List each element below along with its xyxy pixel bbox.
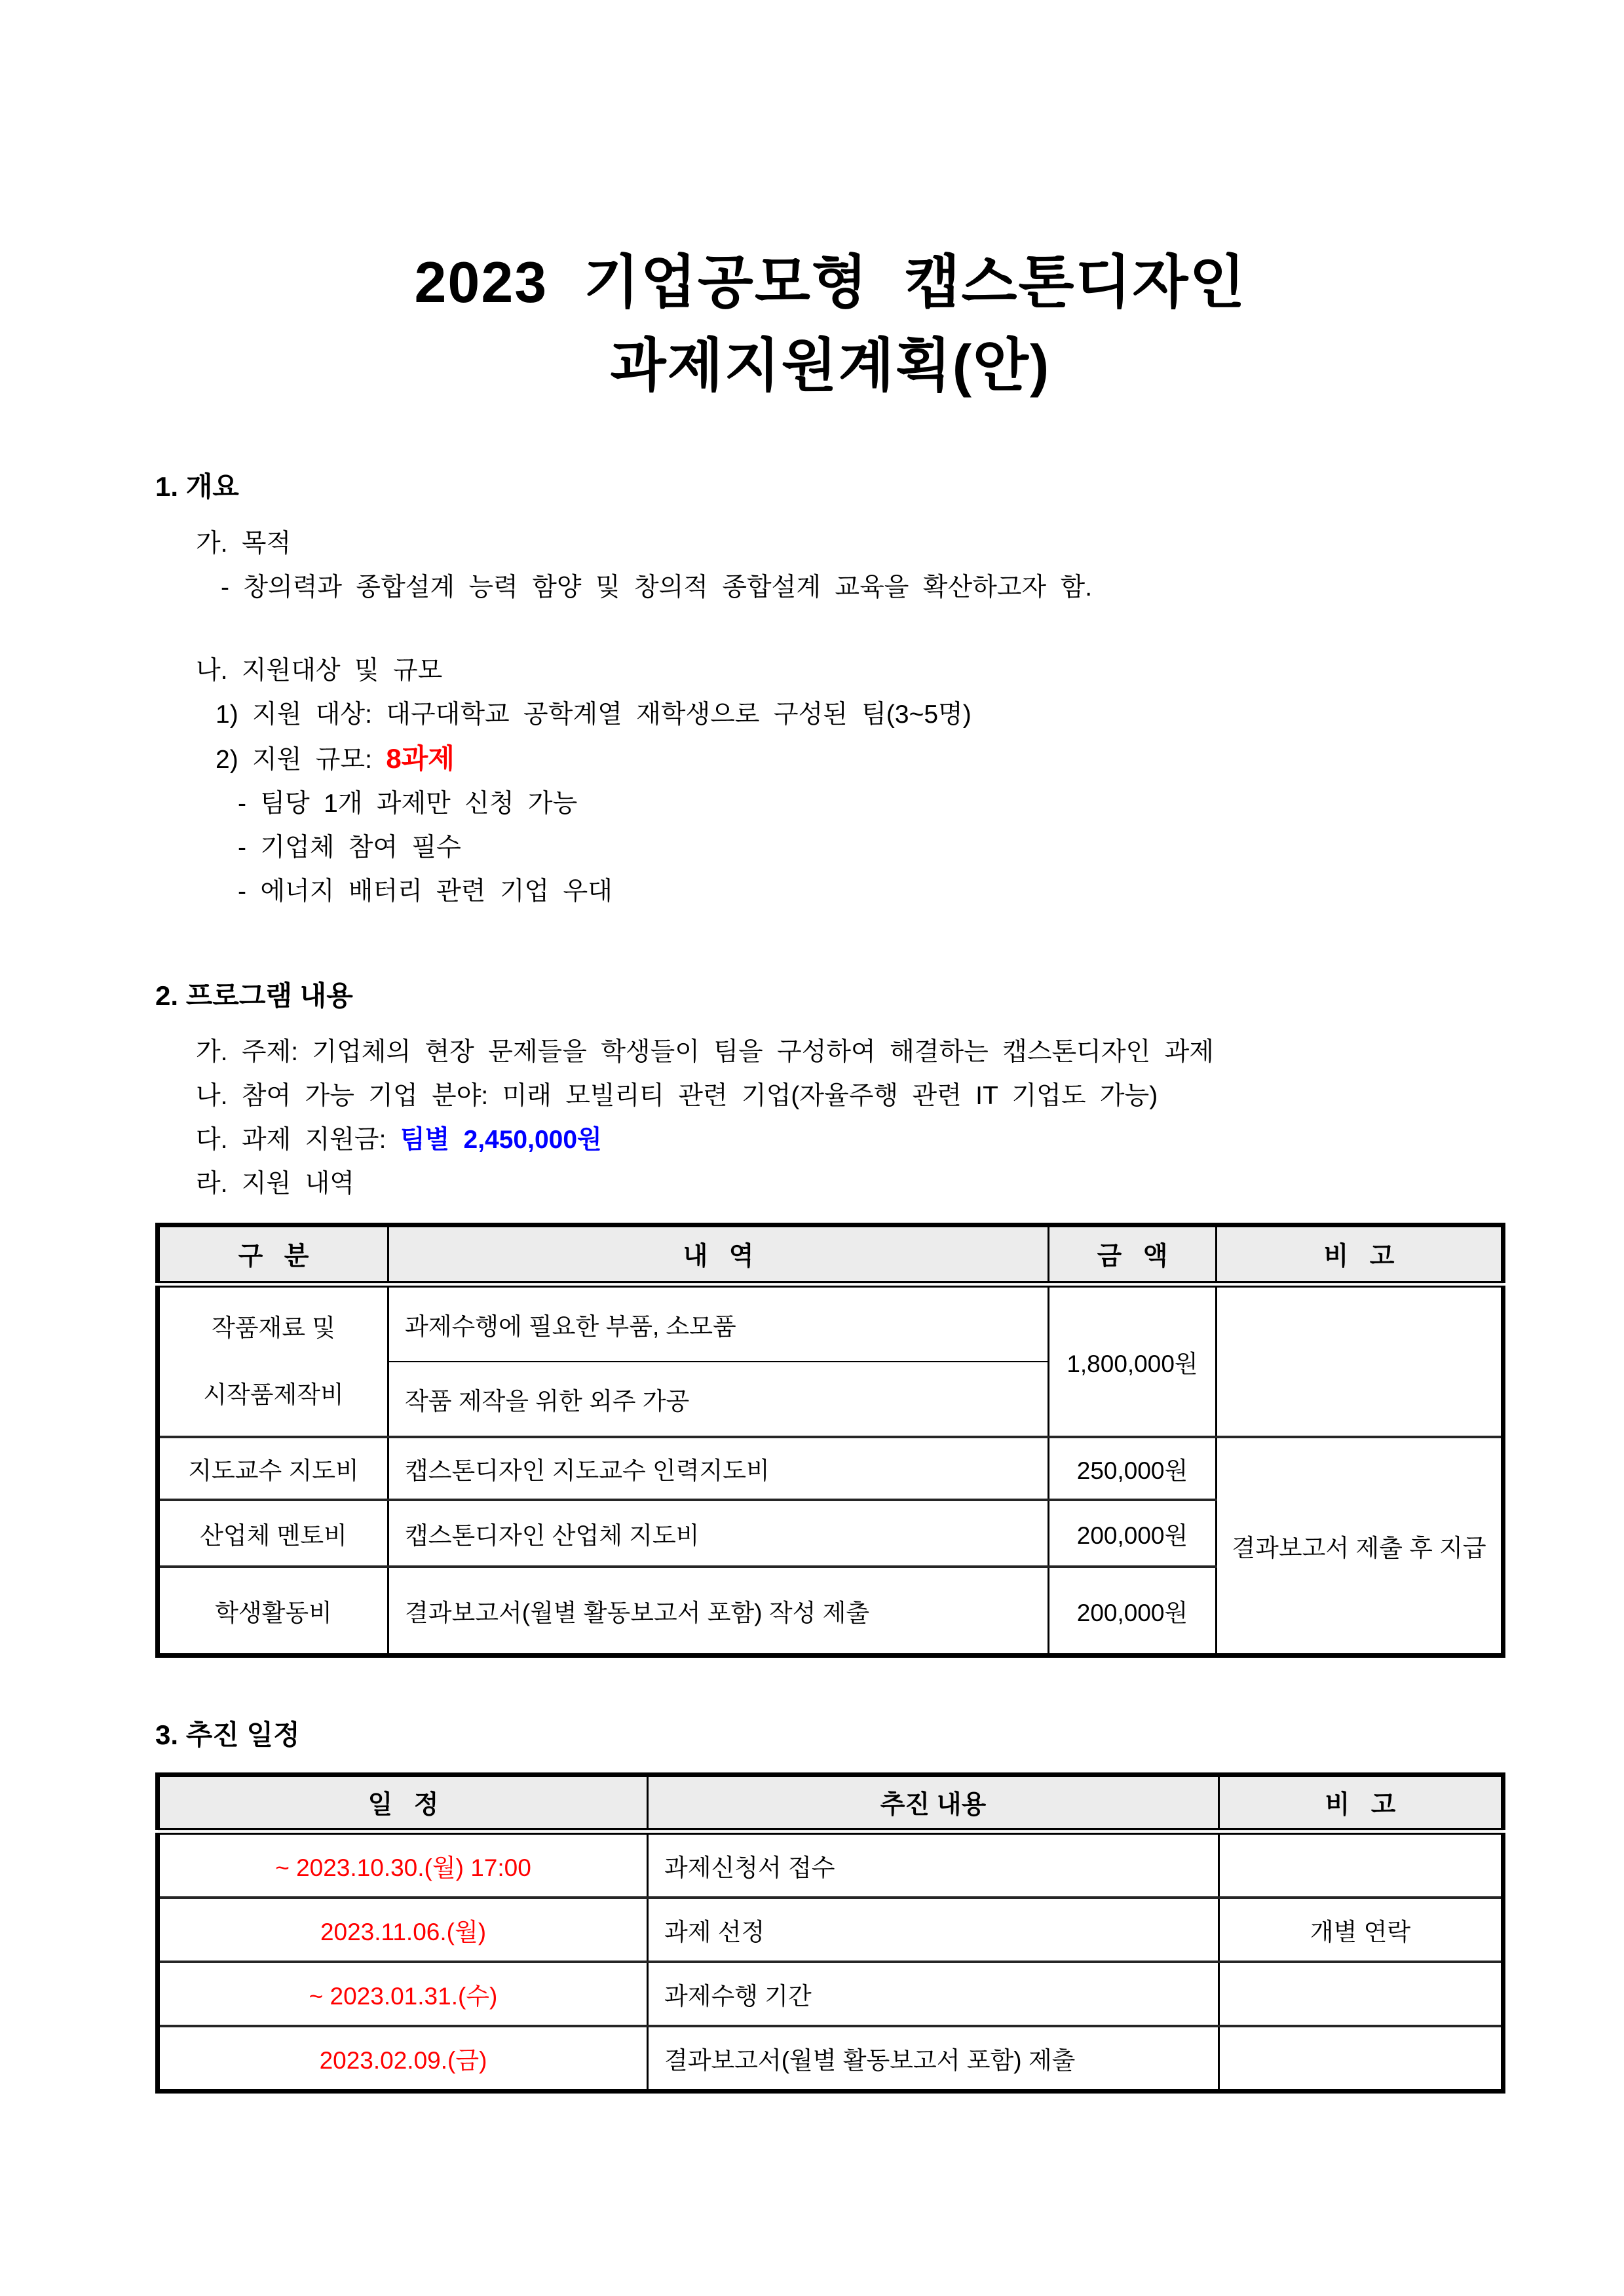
- schedule-content-1: 과제신청서 접수: [648, 1831, 1219, 1898]
- table-row: [158, 1831, 1503, 1898]
- schedule-table: [155, 1772, 1505, 2094]
- schedule-date-2: 2023.11.06.(월): [158, 1898, 648, 1962]
- table-row: [158, 1962, 1503, 2026]
- schedule-header-note: 비 고: [1219, 1774, 1503, 1831]
- overview-target-heading: 나. 지원대상 및 규모: [196, 656, 443, 685]
- schedule-content-2: 과제 선정: [648, 1898, 1219, 1962]
- support-category-materials: [158, 1284, 388, 1437]
- program-field-text: 나. 참여 가능 기업 분야: 미래 모빌리티 관련 기업(자율주행 관련 IT 기업도 가능): [196, 1082, 1158, 1111]
- support-amount-advisor: 250,000원: [1049, 1437, 1217, 1500]
- support-details-table: [155, 1223, 1505, 1658]
- support-category-materials-line1: 작품재료 및: [212, 1314, 335, 1342]
- table-row: [158, 2026, 1503, 2092]
- support-detail-advisor: 캡스톤디자인 지도교수 인력지도비: [388, 1437, 1049, 1500]
- support-payment-note: 결과보고서 제출 후 지급: [1217, 1437, 1503, 1656]
- support-detail-student: 결과보고서(월별 활동보고서 포함) 작성 제출: [388, 1567, 1049, 1656]
- overview-scale-prefix: 2) 지원 규모:: [216, 745, 387, 774]
- support-note-materials: [1217, 1284, 1503, 1437]
- schedule-header-date: 일 정: [158, 1774, 648, 1831]
- program-grant-prefix: 다. 과제 지원금:: [196, 1126, 400, 1155]
- schedule-note-4: [1219, 2026, 1503, 2092]
- table-row: [158, 1898, 1503, 1962]
- schedule-note-1: [1219, 1831, 1503, 1898]
- schedule-content-4: 결과보고서(월별 활동보고서 포함) 제출: [648, 2026, 1219, 2092]
- support-amount-materials: 1,800,000원: [1049, 1284, 1217, 1437]
- support-category-materials-line2: 시작품제작비: [203, 1381, 344, 1409]
- support-header-note: 비 고: [1217, 1225, 1503, 1285]
- program-detail-label: 라. 지원 내역: [196, 1170, 354, 1198]
- schedule-table-header-row: [158, 1774, 1503, 1831]
- support-amount-student: 200,000원: [1049, 1567, 1217, 1656]
- schedule-note-3: [1219, 1962, 1503, 2026]
- overview-scale-note-1: - 팀당 1개 과제만 신청 가능: [238, 789, 578, 818]
- table-row: [158, 1284, 1503, 1362]
- schedule-date-4: 2023.02.09.(금): [158, 2026, 648, 2092]
- support-table-header-row: [158, 1225, 1503, 1285]
- schedule-note-2: 개별 연락: [1219, 1898, 1503, 1962]
- schedule-content-3: 과제수행 기간: [648, 1962, 1219, 2026]
- section-schedule-heading: 3. 추진 일정: [155, 1719, 300, 1751]
- document-title-line2: 과제지원계획(안): [610, 332, 1051, 398]
- support-category-student: 학생활동비: [158, 1567, 388, 1656]
- schedule-date-1: ~ 2023.10.30.(월) 17:00: [158, 1831, 648, 1898]
- support-detail-parts: 과제수행에 필요한 부품, 소모품: [388, 1284, 1049, 1362]
- support-category-mentor: 산업체 멘토비: [158, 1500, 388, 1567]
- table-row: [158, 1437, 1503, 1500]
- support-category-advisor: 지도교수 지도비: [158, 1437, 388, 1500]
- program-grant-value: 팀별 2,450,000원: [400, 1126, 602, 1155]
- program-topic-text: 가. 주제: 기업체의 현장 문제들을 학생들이 팀을 구성하여 해결하는 캡스톤디자인 과제: [196, 1038, 1214, 1067]
- section-overview-heading: 1. 개요: [155, 471, 239, 503]
- support-detail-outsourcing: 작품 제작을 위한 외주 가공: [388, 1362, 1049, 1437]
- overview-purpose-label: 가. 목적: [196, 529, 292, 558]
- overview-scale-value: 8과제: [386, 742, 455, 774]
- overview-target-text: 1) 지원 대상: 대구대학교 공학계열 재학생으로 구성된 팀(3~5명): [216, 700, 972, 729]
- overview-purpose-text: - 창의력과 종합설계 능력 함양 및 창의적 종합설계 교육을 확산하고자 함.: [221, 573, 1093, 602]
- support-header-detail: 내 역: [388, 1225, 1049, 1285]
- overview-scale-note-3: - 에너지 배터리 관련 기업 우대: [238, 877, 613, 906]
- support-header-category: 구 분: [158, 1225, 388, 1285]
- document-title-line1: 2023 기업공모형 캡스톤디자인: [414, 250, 1247, 315]
- schedule-date-3: ~ 2023.01.31.(수): [158, 1962, 648, 2026]
- support-amount-mentor: 200,000원: [1049, 1500, 1217, 1567]
- document-title: [155, 241, 1505, 407]
- section-program-heading: 2. 프로그램 내용: [155, 980, 353, 1011]
- support-header-amount: 금 액: [1049, 1225, 1217, 1285]
- schedule-header-content: 추진 내용: [648, 1774, 1219, 1831]
- overview-scale-line: [155, 737, 1505, 782]
- support-detail-mentor: 캡스톤디자인 산업체 지도비: [388, 1500, 1049, 1567]
- overview-scale-note-2: - 기업체 참여 필수: [238, 833, 461, 862]
- program-grant-line: [155, 1118, 1505, 1162]
